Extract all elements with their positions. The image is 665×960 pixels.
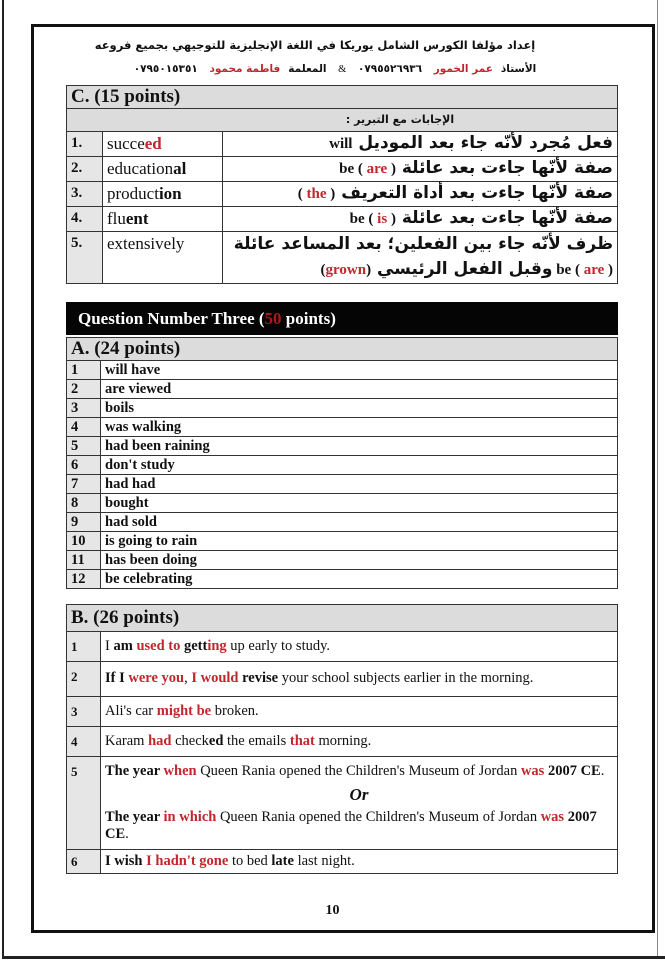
text-segment: late [271, 853, 294, 869]
highlighted-answer-text: the [306, 186, 327, 202]
text-segment: the emails [223, 733, 290, 749]
teacher1-title: الأستاذ [500, 63, 537, 75]
text-segment: Queen Rania opened the Children's Museum of Jordan [216, 809, 541, 825]
answer-reason [223, 157, 618, 182]
scan-edge-bottom [2, 956, 665, 959]
teacher2-name: فاطمة محمود [209, 63, 281, 75]
question-label-suffix: points) [281, 309, 336, 328]
answer-reason [223, 182, 618, 207]
section-c-table [66, 85, 618, 284]
text-segment: revise [242, 670, 279, 686]
text-segment: صفة لأنّها جاءت بعد عائلة [395, 208, 613, 228]
row-number: 5 [67, 437, 101, 456]
text-segment: صفة لأنّها جاءت بعد عائلة [395, 158, 613, 178]
highlighted-answer-text: are [366, 161, 388, 177]
text-segment: education [107, 159, 174, 178]
answer-sentence [101, 850, 618, 874]
row-number: 6 [67, 456, 101, 475]
answer-word [103, 157, 223, 182]
highlighted-answer-text: is [377, 211, 388, 227]
answer-text: are viewed [101, 380, 618, 399]
highlighted-answer-text: I hadn't gone [146, 853, 229, 869]
row-number: 3. [67, 182, 103, 207]
table-row [67, 662, 618, 697]
highlighted-answer-text: was [540, 809, 565, 825]
text-segment: ( [364, 211, 378, 227]
row-number: 3 [67, 399, 101, 418]
text-segment: ) [387, 161, 396, 177]
highlighted-answer-text: had [148, 733, 172, 749]
row-number: 5. [67, 232, 103, 284]
text-segment: ظرف لأنّه جاء بين الفعلين؛ بعد المساعد عائلة [233, 234, 613, 254]
answer-text: had sold [101, 513, 618, 532]
text-segment: ent [125, 209, 149, 228]
text-segment: ) [320, 262, 326, 278]
row-number: 9 [67, 513, 101, 532]
row-number: 1 [67, 632, 101, 662]
answers-with-reasons-header: الإجابات مع التبرير : [67, 109, 618, 132]
table-row [67, 182, 618, 207]
highlighted-answer-text: might be [156, 703, 212, 719]
table-row [67, 727, 618, 757]
answer-text: bought [101, 494, 618, 513]
or-separator: Or [349, 785, 369, 804]
text-segment: ion [158, 184, 182, 203]
table-row [67, 380, 618, 399]
answer-text: will have [101, 361, 618, 380]
section-a-table [66, 337, 618, 589]
row-number: 10 [67, 532, 101, 551]
table-row [67, 551, 618, 570]
text-segment: am [113, 638, 137, 654]
answer-reason [223, 232, 618, 284]
row-number: 8 [67, 494, 101, 513]
text-segment: product [107, 184, 159, 203]
section-a-title: A. (24 points) [67, 338, 618, 361]
highlighted-answer-text: ing [207, 638, 227, 654]
text-segment: فعل مُجرد لأنّه جاء بعد الموديل [352, 133, 613, 153]
text-segment: al [173, 159, 187, 178]
text-segment: I wish [105, 853, 147, 869]
row-number: 5 [67, 757, 101, 850]
text-segment: flu [107, 209, 126, 228]
question-points: 50 [264, 309, 282, 328]
text-segment: be [339, 161, 355, 177]
table-row [67, 494, 618, 513]
table-row [67, 418, 618, 437]
answer-sentence [101, 727, 618, 757]
row-number: 1. [67, 132, 103, 157]
text-segment: last night. [293, 853, 355, 869]
highlighted-answer-text: ed [144, 134, 162, 153]
text-segment: وقبل الفعل الرئيسي [371, 259, 553, 279]
text-segment: The year [105, 809, 164, 825]
text-segment: 2007 CE [105, 809, 597, 842]
text-segment: ) [387, 211, 396, 227]
text-segment: 2007 CE [544, 763, 601, 779]
table-row [67, 132, 618, 157]
section-c-title: C. (15 points) [67, 86, 618, 109]
table-row [67, 475, 618, 494]
text-segment: your school subjects earlier in the morning. [278, 670, 534, 686]
text-segment: Ali's car [105, 703, 157, 719]
text-segment: If I [105, 670, 129, 686]
text-segment: The year [105, 763, 164, 779]
table-row [67, 361, 618, 380]
answer-sentence-group [101, 757, 618, 850]
answer-text: had been raining [101, 437, 618, 456]
highlighted-answer-text: are [583, 262, 605, 278]
text-segment: صفة لأنّها جاءت بعد أداة التعريف [335, 183, 613, 203]
text-segment: gett [183, 638, 208, 654]
row-number: 4. [67, 207, 103, 232]
text-segment: . [600, 763, 605, 779]
text-segment: Queen Rania opened the Children's Museum of Jordan [196, 763, 521, 779]
table-row [67, 757, 618, 850]
text-segment: check [171, 733, 209, 749]
text-segment: morning. [314, 733, 372, 749]
row-number: 1 [67, 361, 101, 380]
answer-sentence [101, 662, 618, 697]
highlighted-answer-text: used to [136, 638, 184, 654]
text-segment: ( [326, 186, 336, 202]
text-segment: be [349, 211, 365, 227]
text-segment: broken. [211, 703, 259, 719]
answer-sentence [105, 763, 613, 780]
text-segment: ( [366, 262, 372, 278]
answer-text: has been doing [101, 551, 618, 570]
row-number: 7 [67, 475, 101, 494]
answer-text: don't study [101, 456, 618, 475]
row-number: 12 [67, 570, 101, 589]
table-row [67, 532, 618, 551]
row-number: 2 [67, 380, 101, 399]
ampersand: & [338, 64, 347, 75]
answer-text: was walking [101, 418, 618, 437]
document-header-title: إعداد مؤلفا الكورس الشامل يوريكا في اللغة الإنجليزية للتوجيهي بجميع فروعه [94, 38, 536, 52]
text-segment: to bed [228, 853, 272, 869]
page-number: 10 [325, 903, 340, 918]
text-segment: Karam [105, 733, 149, 749]
row-number: 2. [67, 157, 103, 182]
table-row [67, 399, 618, 418]
table-row [67, 513, 618, 532]
text-segment: ( [354, 161, 367, 177]
text-segment: ( [571, 262, 584, 278]
question-label: Question Number Three ( [78, 309, 265, 328]
table-row [67, 437, 618, 456]
text-segment: will [329, 136, 353, 152]
document-header-authors [100, 63, 570, 75]
answer-word [103, 132, 223, 157]
answer-reason [223, 207, 618, 232]
teacher2-phone: ٠٧٩٥٠١٥٣٥١ [133, 63, 198, 75]
text-segment: I [105, 638, 114, 654]
answer-sentence-alternative [105, 809, 613, 843]
table-row [67, 456, 618, 475]
row-number: 11 [67, 551, 101, 570]
row-number: 4 [67, 727, 101, 757]
text-segment: be [556, 262, 572, 278]
answer-text: boils [101, 399, 618, 418]
table-row [67, 850, 618, 874]
teacher1-phone: ٠٧٩٥٥٢٦٩٣٦ [357, 63, 423, 75]
teacher1-name: عمر الخمور [433, 63, 493, 75]
answer-sentence [101, 697, 618, 727]
row-number: 2 [67, 662, 101, 697]
highlighted-answer-text: that [289, 733, 315, 749]
highlighted-answer-text: in which [163, 809, 217, 825]
highlighted-answer-text: I would [191, 670, 243, 686]
text-segment: succe [107, 134, 145, 153]
answer-text: had had [101, 475, 618, 494]
answer-word [103, 182, 223, 207]
highlighted-answer-text: was [520, 763, 545, 779]
text-segment: up early to study. [226, 638, 331, 654]
text-segment: ed [208, 733, 224, 749]
answer-text: be celebrating [101, 570, 618, 589]
row-number: 4 [67, 418, 101, 437]
highlighted-answer-text: grown [325, 262, 367, 278]
scan-edge-left [2, 0, 4, 958]
section-b-title: B. (26 points) [67, 605, 618, 632]
answer-word [103, 232, 223, 284]
row-number: 6 [67, 850, 101, 874]
table-row [67, 697, 618, 727]
text-segment: extensively [107, 234, 185, 253]
table-row [67, 632, 618, 662]
highlighted-answer-text: when [163, 763, 197, 779]
scan-edge-right [657, 0, 658, 958]
teacher2-title: المعلمة [288, 63, 327, 75]
table-row [67, 207, 618, 232]
answer-word [103, 207, 223, 232]
highlighted-answer-text: were you [128, 670, 185, 686]
table-row [67, 157, 618, 182]
answer-reason [223, 132, 618, 157]
table-row [67, 232, 618, 284]
table-row [67, 570, 618, 589]
text-segment: ) [297, 186, 307, 202]
answer-sentence [101, 632, 618, 662]
section-b-table [66, 604, 618, 874]
answer-text: is going to rain [101, 532, 618, 551]
text-segment: . [125, 826, 129, 842]
text-segment: , [184, 670, 192, 686]
text-segment: ) [552, 262, 613, 278]
row-number: 3 [67, 697, 101, 727]
question-three-heading [66, 302, 618, 335]
